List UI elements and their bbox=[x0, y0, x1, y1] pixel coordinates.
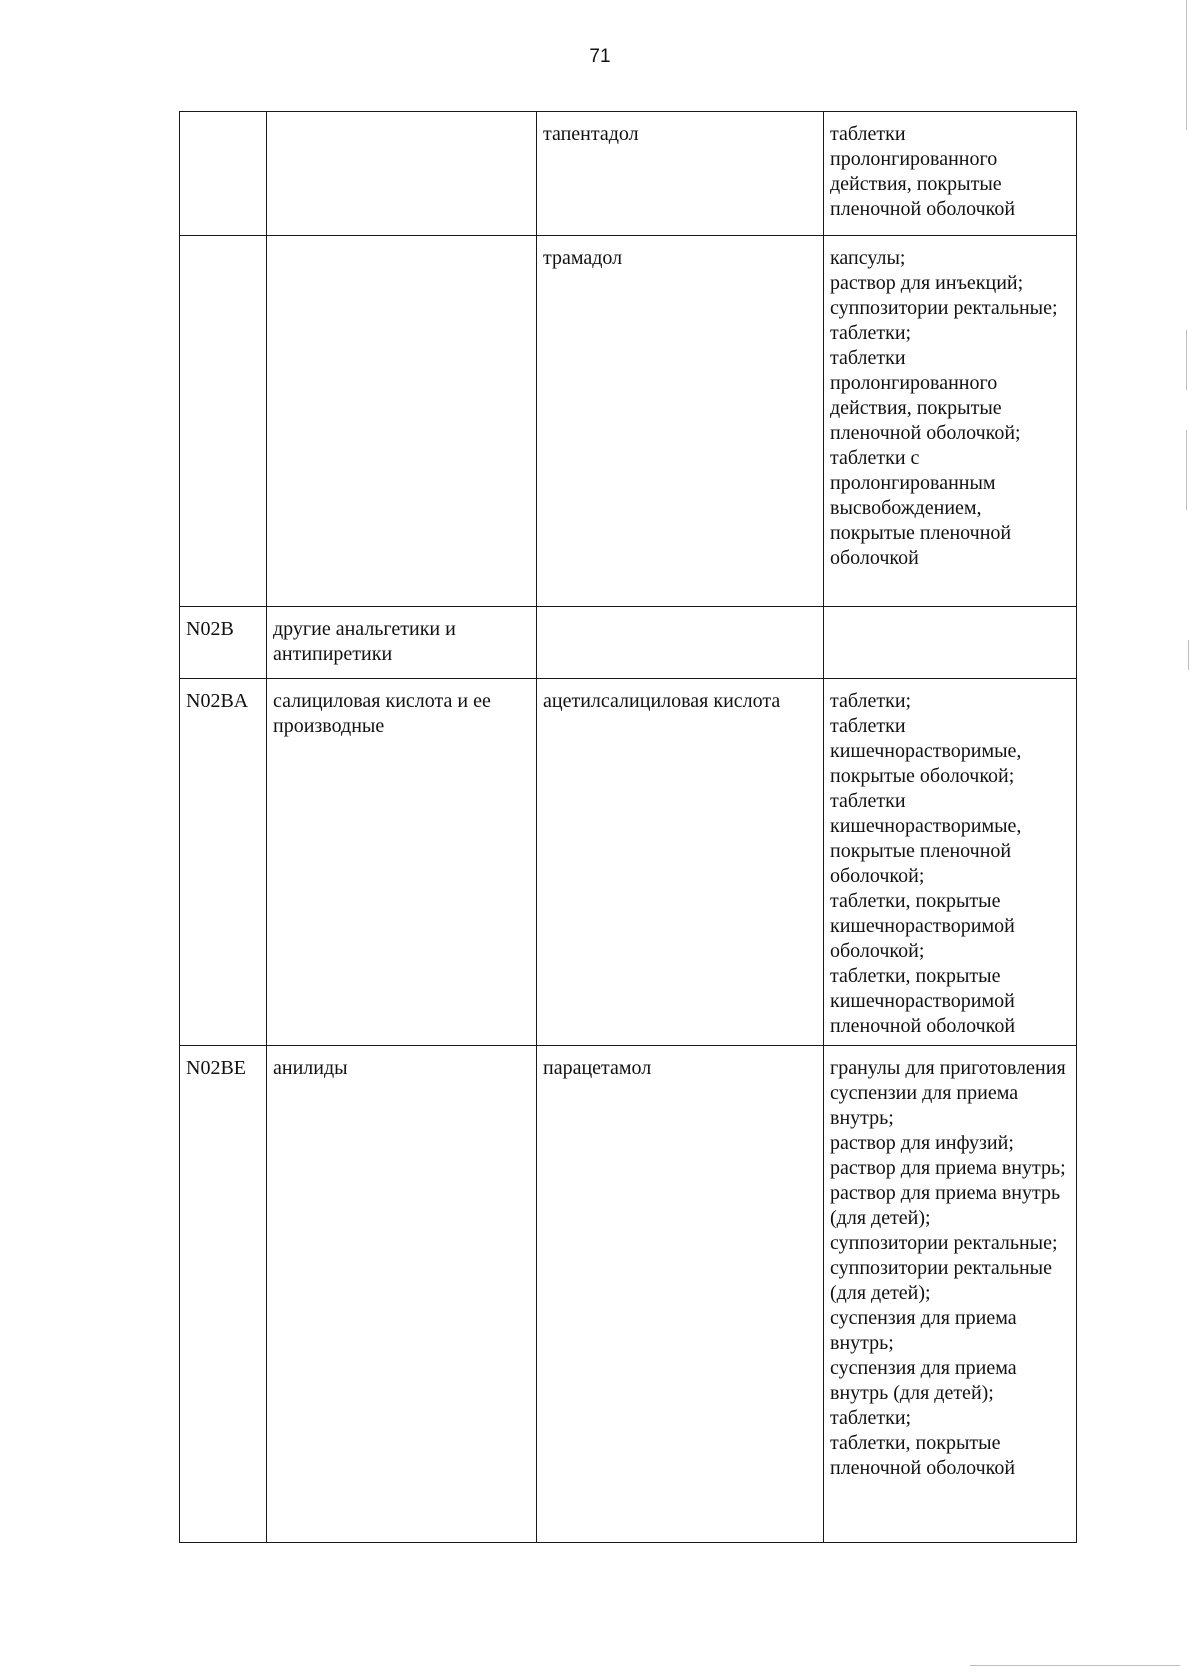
drug-name-cell: трамадол bbox=[537, 236, 824, 607]
drug-name-cell: парацетамол bbox=[537, 1046, 824, 1543]
table-row bbox=[180, 1046, 1077, 1543]
table-row bbox=[180, 679, 1077, 1046]
group-name-cell bbox=[267, 236, 537, 607]
table-row bbox=[180, 112, 1077, 236]
atc-code-cell: N02BE bbox=[180, 1046, 267, 1543]
atc-code-cell bbox=[180, 112, 267, 236]
dosage-forms-cell: таблетки; таблетки кишечнорастворимые, покрытые оболочкой; таблетки кишечнорастворимые, покрытые пленочной оболочкой; таблетки, покрытые кишечнорастворимой оболочкой; таблетки, покрытые кишечнорастворимой пленочной оболочкой bbox=[824, 679, 1077, 1046]
group-name-cell: салициловая кислота и ее производные bbox=[267, 679, 537, 1046]
table-row bbox=[180, 236, 1077, 607]
atc-code-cell: N02BA bbox=[180, 679, 267, 1046]
scan-artifact bbox=[970, 1665, 1180, 1666]
atc-code-cell bbox=[180, 236, 267, 607]
group-name-cell bbox=[267, 112, 537, 236]
group-name-cell: другие анальгетики и антипиретики bbox=[267, 607, 537, 679]
drug-name-cell: ацетилсалициловая кислота bbox=[537, 679, 824, 1046]
scan-artifact bbox=[1186, 430, 1187, 510]
dosage-forms-cell bbox=[824, 607, 1077, 679]
page-number: 71 bbox=[589, 46, 611, 67]
atc-code-cell: N02B bbox=[180, 607, 267, 679]
table-row bbox=[180, 607, 1077, 679]
dosage-forms-cell: гранулы для приготовления суспензии для приема внутрь; раствор для инфузий; раствор для приема внутрь; раствор для приема внутрь (для детей); суппозитории ректальные; суппозитории ректальные (для детей); суспензия для приема внутрь; суспензия для приема внутрь (для детей); таблетки; таблетки, покрытые пленочной оболочкой bbox=[824, 1046, 1077, 1543]
scan-artifact bbox=[1186, 330, 1187, 390]
drug-table bbox=[179, 111, 1077, 1543]
drug-name-cell: тапентадол bbox=[537, 112, 824, 236]
drug-name-cell bbox=[537, 607, 824, 679]
dosage-forms-cell: таблетки пролонгированного действия, покрытые пленочной оболочкой bbox=[824, 112, 1077, 236]
scan-artifact bbox=[1186, 0, 1187, 130]
dosage-forms-cell: капсулы; раствор для инъекций; суппозитории ректальные; таблетки; таблетки пролонгированного действия, покрытые пленочной оболочкой; таблетки с пролонгированным высвобождением, покрытые пленочной оболочкой bbox=[824, 236, 1077, 607]
group-name-cell: анилиды bbox=[267, 1046, 537, 1543]
scan-artifact bbox=[1188, 640, 1189, 670]
